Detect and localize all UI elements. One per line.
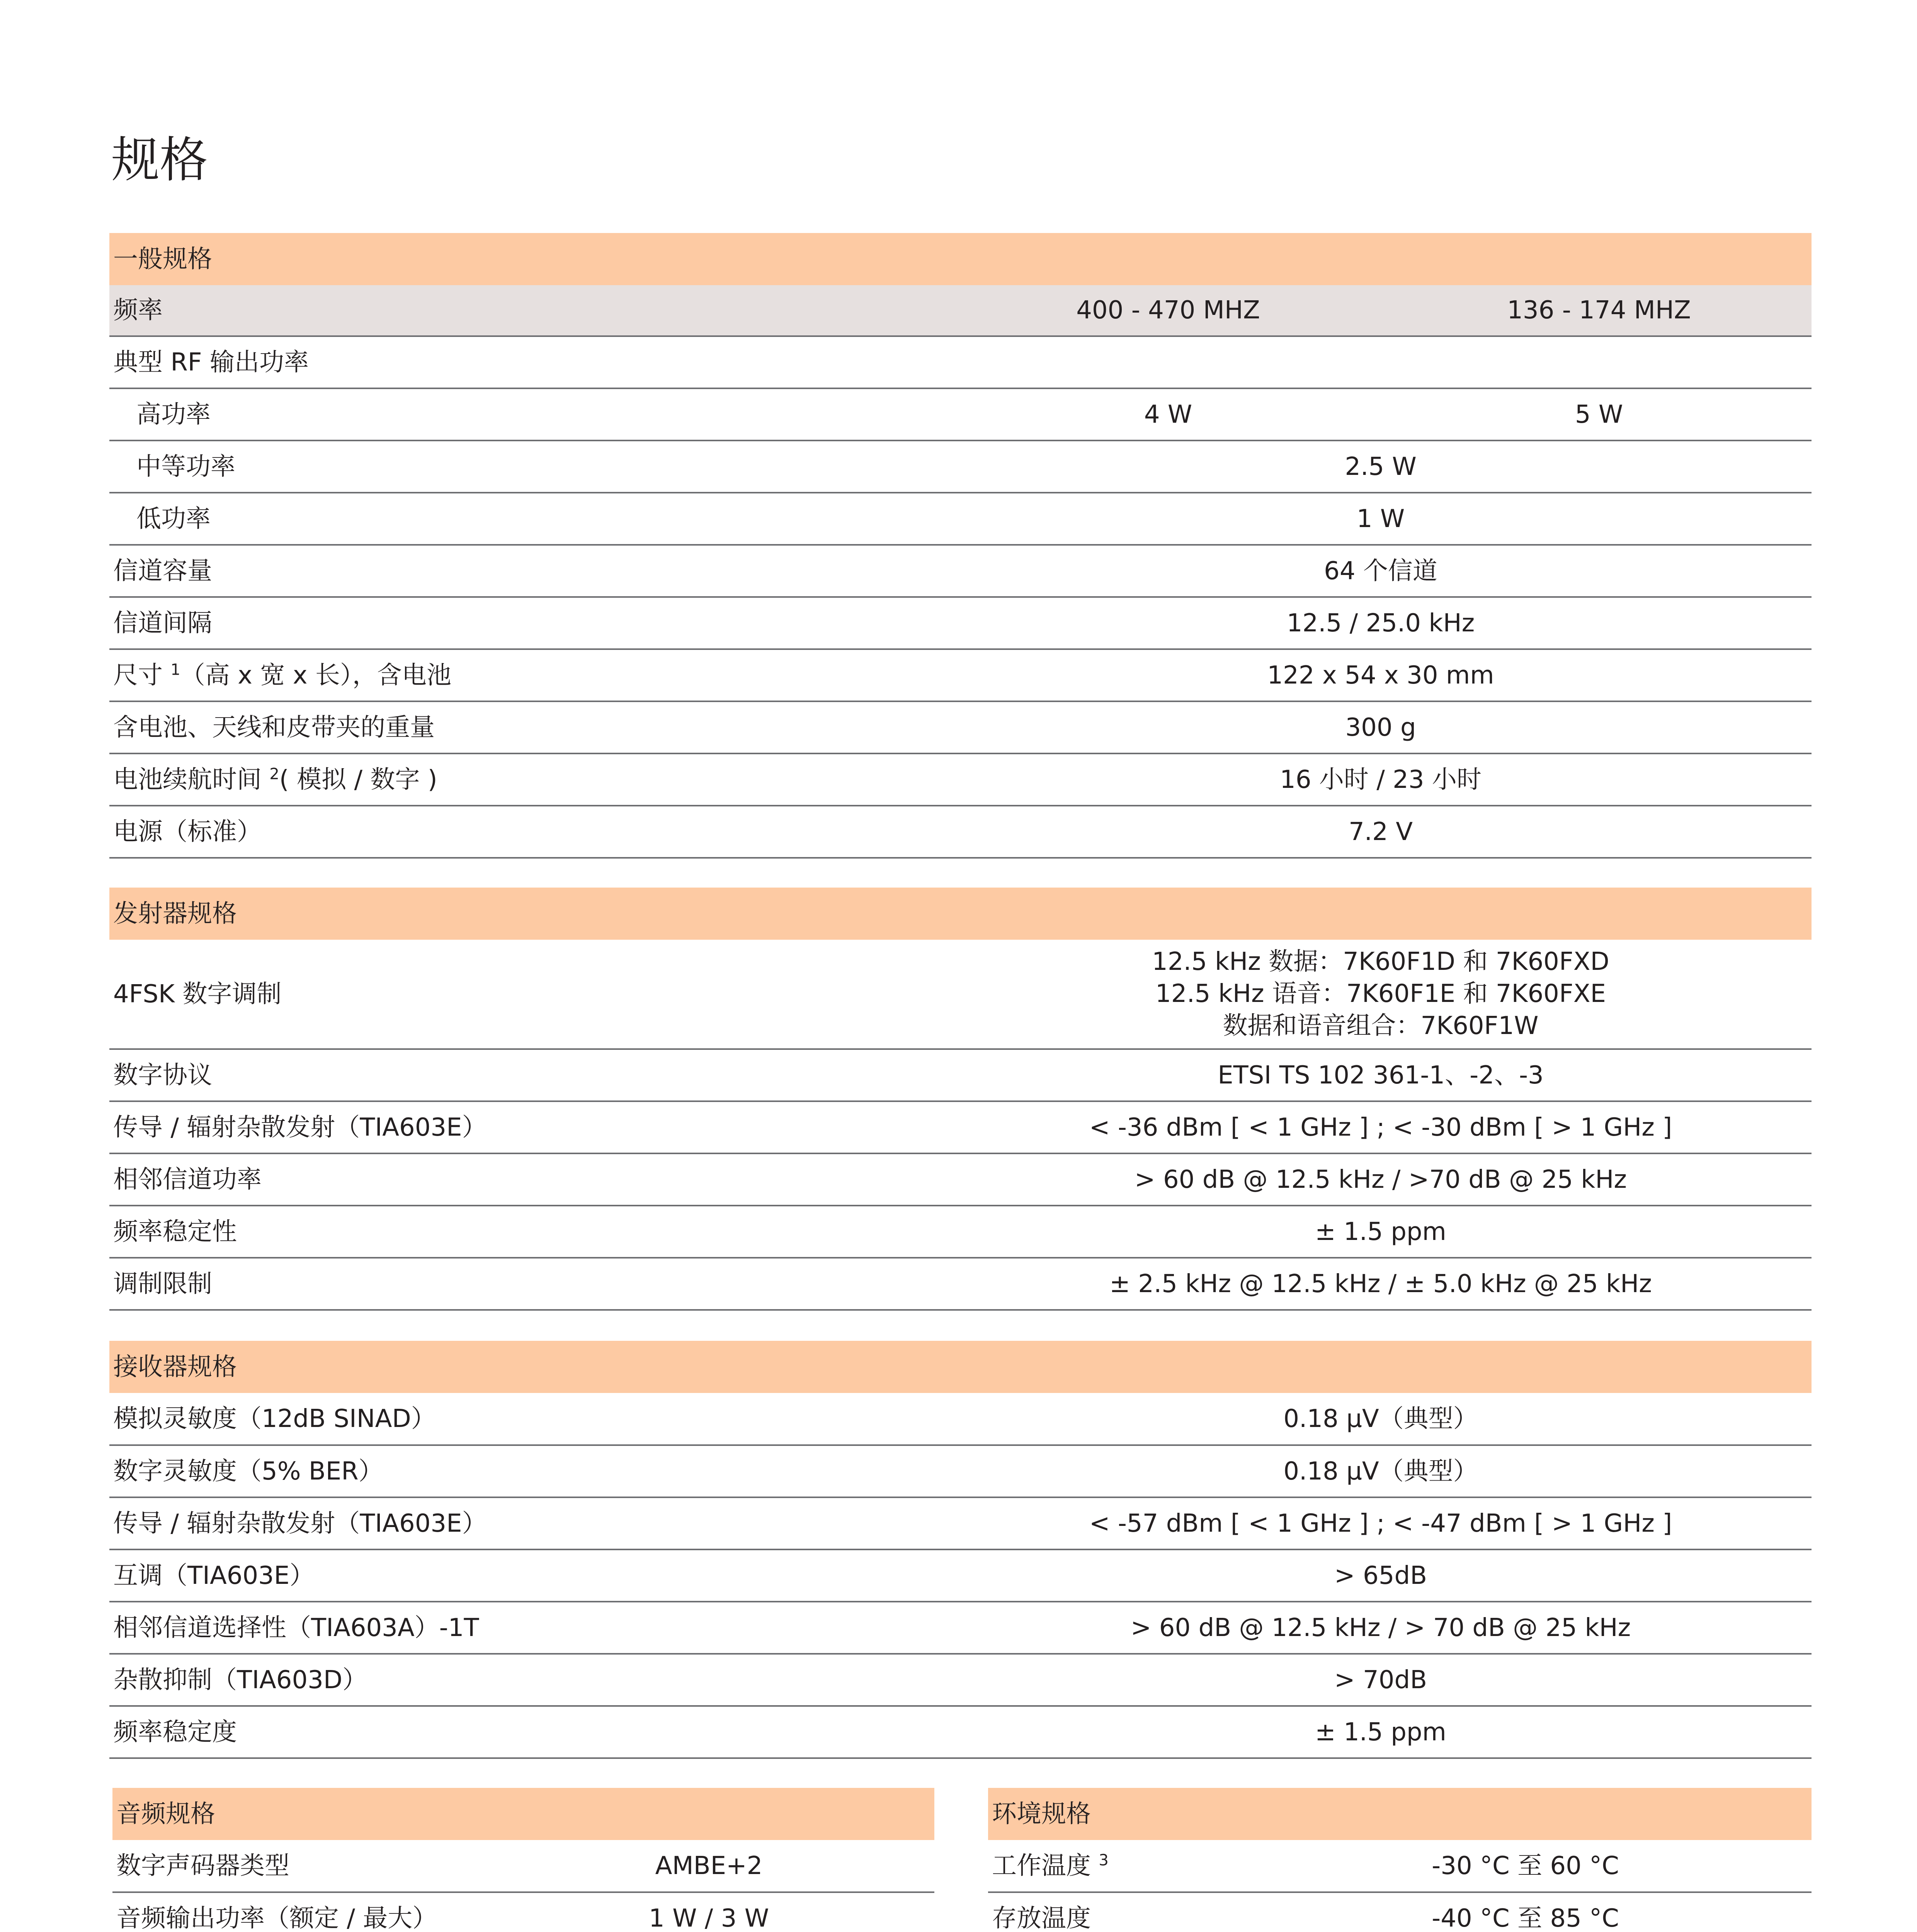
channel-spacing-label: 信道间隔 bbox=[109, 597, 950, 649]
operating-temp-label bbox=[988, 1840, 1239, 1892]
audio-output-value: 1 W / 3 W bbox=[483, 1892, 934, 1932]
audio-output-label: 音频输出功率（额定 / 最大） bbox=[112, 1892, 483, 1932]
spurious-rejection-value: > 70dB bbox=[950, 1654, 1812, 1706]
adjacent-selectivity-label: 相邻信道选择性（TIA603A）-1T bbox=[109, 1602, 950, 1654]
digital-sensitivity-value: 0.18 μV（典型） bbox=[950, 1445, 1812, 1497]
transmitter-specs-table bbox=[109, 888, 1812, 1311]
general-specs-table bbox=[109, 233, 1812, 859]
power-supply-label: 电源（标准） bbox=[109, 806, 950, 858]
battery-life-label-suffix: ( 模拟 / 数字 ) bbox=[279, 765, 437, 794]
modulation-limit-value: ± 2.5 kHz @ 12.5 kHz / ± 5.0 kHz @ 25 kHz bbox=[950, 1258, 1812, 1310]
dimensions-label-suffix: （高 x 宽 x 长），含电池 bbox=[180, 661, 451, 690]
receiver-specs-header: 接收器规格 bbox=[109, 1341, 1812, 1393]
environment-specs-header: 环境规格 bbox=[988, 1788, 1812, 1840]
general-specs-header: 一般规格 bbox=[109, 233, 1812, 285]
high-power-label: 高功率 bbox=[109, 388, 950, 440]
intermodulation-value: > 65dB bbox=[950, 1549, 1812, 1602]
receiver-specs-table bbox=[109, 1341, 1812, 1759]
environment-specs-table bbox=[988, 1788, 1812, 1932]
adjacent-power-label: 相邻信道功率 bbox=[109, 1153, 950, 1206]
battery-life-label-text: 电池续航时间 bbox=[113, 765, 262, 794]
high-power-vhf: 5 W bbox=[1386, 388, 1812, 440]
vocoder-label: 数字声码器类型 bbox=[112, 1840, 483, 1892]
tx-stability-value: ± 1.5 ppm bbox=[950, 1206, 1812, 1258]
audio-specs-header: 音频规格 bbox=[112, 1788, 934, 1840]
dimensions-value: 122 x 54 x 30 mm bbox=[950, 649, 1812, 701]
rf-power-label: 典型 RF 输出功率 bbox=[109, 336, 1812, 388]
rx-spurious-value: < -57 dBm [ < 1 GHz ] ; < -47 dBm [ > 1 GHz ] bbox=[950, 1497, 1812, 1549]
tx-stability-label: 频率稳定性 bbox=[109, 1206, 950, 1258]
weight-value: 300 g bbox=[950, 701, 1812, 753]
spurious-rejection-label: 杂散抑制（TIA603D） bbox=[109, 1654, 950, 1706]
footnote-ref-3: 3 bbox=[1099, 1851, 1109, 1869]
analog-sensitivity-label: 模拟灵敏度（12dB SINAD） bbox=[109, 1393, 950, 1445]
storage-temp-label: 存放温度 bbox=[988, 1892, 1239, 1932]
vocoder-value: AMBE+2 bbox=[483, 1840, 934, 1892]
digital-sensitivity-label: 数字灵敏度（5% BER） bbox=[109, 1445, 950, 1497]
fsk-modulation-line: 数据和语音组合：7K60F1W bbox=[1223, 1012, 1539, 1041]
rx-spurious-label: 传导 / 辐射杂散发射（TIA603E） bbox=[109, 1497, 950, 1549]
intermodulation-label: 互调（TIA603E） bbox=[109, 1549, 950, 1602]
digital-protocol-label: 数字协议 bbox=[109, 1049, 950, 1101]
digital-protocol-value: ETSI TS 102 361-1、-2、-3 bbox=[950, 1049, 1812, 1101]
analog-sensitivity-value: 0.18 μV（典型） bbox=[950, 1393, 1812, 1445]
low-power-label: 低功率 bbox=[109, 493, 950, 545]
channel-capacity-label: 信道容量 bbox=[109, 545, 950, 597]
footnote-ref-2: 2 bbox=[269, 765, 279, 783]
mid-power-label: 中等功率 bbox=[109, 440, 950, 493]
battery-life-value: 16 小时 / 23 小时 bbox=[950, 753, 1812, 806]
frequency-uhf: 400 - 470 MHZ bbox=[950, 285, 1386, 336]
high-power-uhf: 4 W bbox=[950, 388, 1386, 440]
footnote-ref-1: 1 bbox=[170, 661, 180, 679]
tx-spurious-label: 传导 / 辐射杂散发射（TIA603E） bbox=[109, 1101, 950, 1153]
adjacent-power-value: > 60 dB @ 12.5 kHz / >70 dB @ 25 kHz bbox=[950, 1153, 1812, 1206]
operating-temp-label-text: 工作温度 bbox=[992, 1851, 1091, 1880]
modulation-limit-label: 调制限制 bbox=[109, 1258, 950, 1310]
frequency-label: 频率 bbox=[109, 285, 950, 336]
fsk-modulation-label: 4FSK 数字调制 bbox=[109, 940, 950, 1049]
page-title: 规格 bbox=[111, 132, 208, 188]
mid-power-value: 2.5 W bbox=[950, 440, 1812, 493]
storage-temp-value: -40 °C 至 85 °C bbox=[1239, 1892, 1812, 1932]
rx-stability-value: ± 1.5 ppm bbox=[950, 1706, 1812, 1758]
weight-label: 含电池、天线和皮带夹的重量 bbox=[109, 701, 950, 753]
battery-life-label bbox=[109, 753, 950, 806]
operating-temp-value: -30 °C 至 60 °C bbox=[1239, 1840, 1812, 1892]
fsk-modulation-line: 12.5 kHz 数据：7K60F1D 和 7K60FXD bbox=[1152, 947, 1609, 976]
channel-spacing-value: 12.5 / 25.0 kHz bbox=[950, 597, 1812, 649]
adjacent-selectivity-value: > 60 dB @ 12.5 kHz / > 70 dB @ 25 kHz bbox=[950, 1602, 1812, 1654]
low-power-value: 1 W bbox=[950, 493, 1812, 545]
fsk-modulation-value bbox=[950, 940, 1812, 1049]
tx-spurious-value: < -36 dBm [ < 1 GHz ] ; < -30 dBm [ > 1 GHz ] bbox=[950, 1101, 1812, 1153]
channel-capacity-value: 64 个信道 bbox=[950, 545, 1812, 597]
fsk-modulation-line: 12.5 kHz 语音：7K60F1E 和 7K60FXE bbox=[1155, 979, 1606, 1008]
dimensions-label bbox=[109, 649, 950, 701]
audio-specs-table bbox=[112, 1788, 934, 1932]
rx-stability-label: 频率稳定度 bbox=[109, 1706, 950, 1758]
dimensions-label-text: 尺寸 bbox=[113, 661, 163, 690]
frequency-vhf: 136 - 174 MHZ bbox=[1386, 285, 1812, 336]
transmitter-specs-header: 发射器规格 bbox=[109, 888, 1812, 940]
power-supply-value: 7.2 V bbox=[950, 806, 1812, 858]
